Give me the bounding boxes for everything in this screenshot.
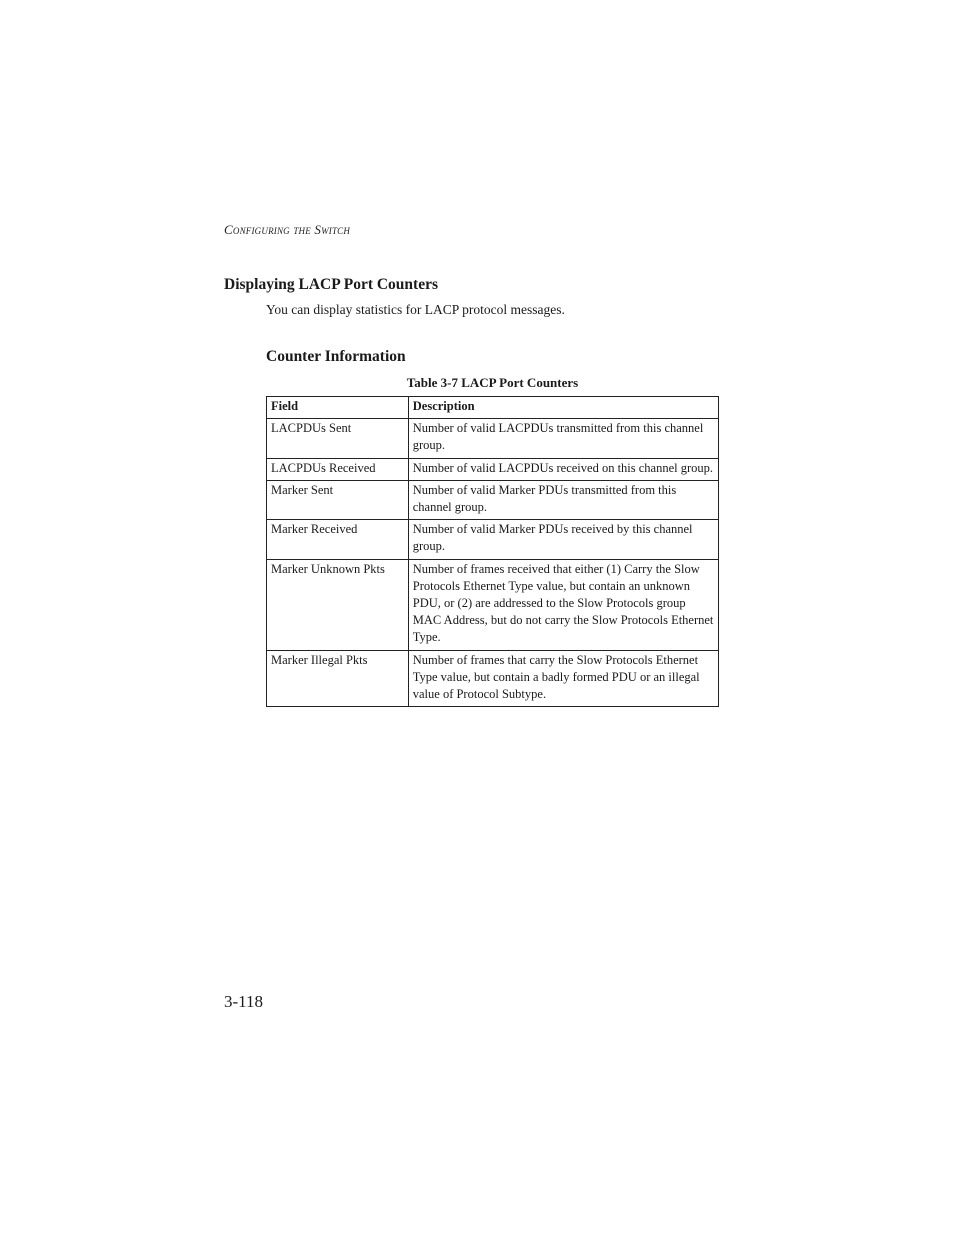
running-header: Configuring the Switch (224, 222, 351, 237)
column-header-field: Field (267, 397, 409, 419)
table-row (267, 458, 719, 480)
table-row (267, 419, 719, 458)
table-caption: Table 3-7 LACP Port Counters (406, 375, 579, 390)
table-row (267, 520, 719, 559)
table-row (267, 559, 719, 650)
description-cell: Number of frames received that either (1) Carry the Slow Protocols Ethernet Type value, but contain an unknown PDU, or (2) are addressed to the Slow Protocols group MAC Address, but do not carry the Slow Protocols Ethernet Type. (408, 559, 718, 650)
field-cell: LACPDUs Received (267, 458, 409, 480)
table-row (267, 650, 719, 707)
section-title: Displaying LACP Port Counters (224, 276, 438, 293)
section-intro: You can display statistics for LACP protocol messages. (266, 302, 565, 317)
description-cell: Number of valid Marker PDUs transmitted from this channel group. (408, 480, 718, 519)
description-cell: Number of valid LACPDUs received on this channel group. (408, 458, 718, 480)
field-cell: Marker Illegal Pkts (267, 650, 409, 707)
lacp-counters-table (266, 396, 719, 707)
field-cell: LACPDUs Sent (267, 419, 409, 458)
column-header-description: Description (408, 397, 718, 419)
subsection-title: Counter Information (266, 348, 406, 365)
description-cell: Number of valid Marker PDUs received by this channel group. (408, 520, 718, 559)
table-row (267, 480, 719, 519)
description-cell: Number of valid LACPDUs transmitted from this channel group. (408, 419, 718, 458)
field-cell: Marker Sent (267, 480, 409, 519)
description-cell: Number of frames that carry the Slow Protocols Ethernet Type value, but contain a badly formed PDU or an illegal value of Protocol Subtype. (408, 650, 718, 707)
table-header-row (267, 397, 719, 419)
field-cell: Marker Unknown Pkts (267, 559, 409, 650)
page-number: 3-118 (224, 992, 264, 1011)
field-cell: Marker Received (267, 520, 409, 559)
